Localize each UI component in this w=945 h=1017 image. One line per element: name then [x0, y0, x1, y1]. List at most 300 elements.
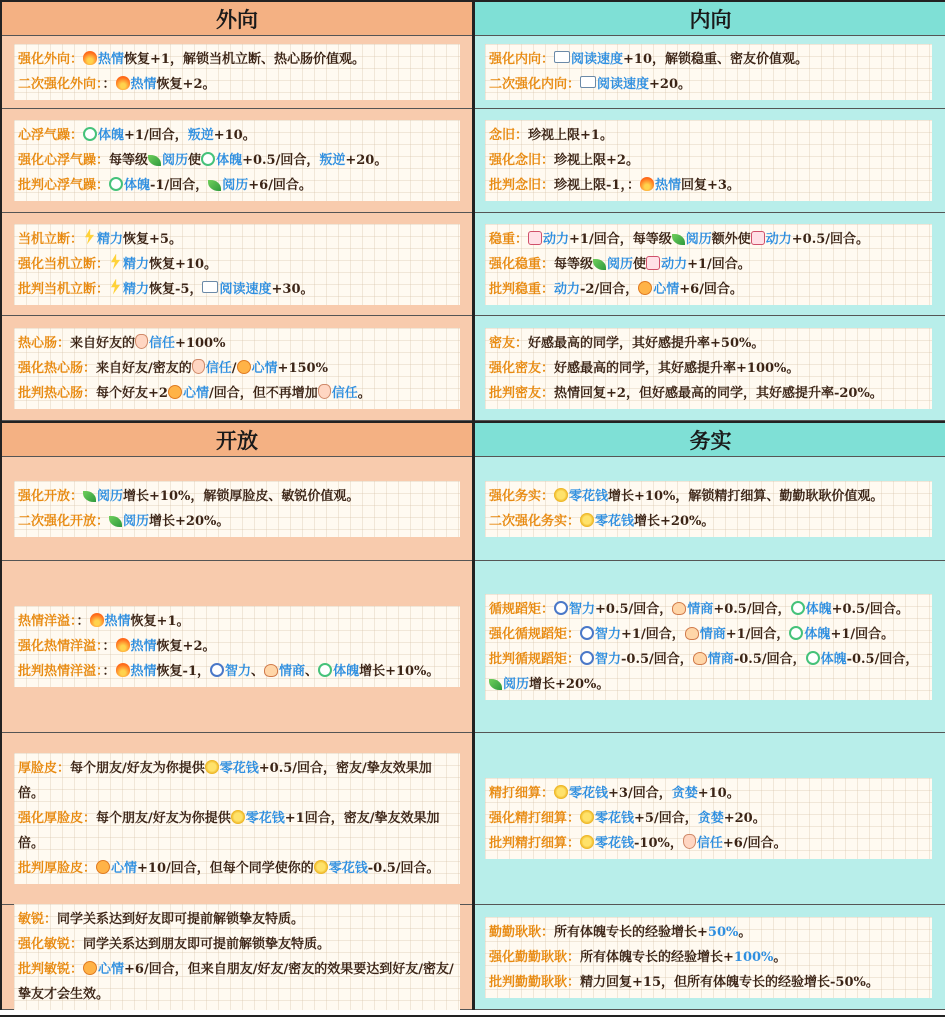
header-open: 开放: [2, 421, 472, 457]
trait-line: [489, 509, 926, 534]
stat-name: 50%: [707, 924, 739, 940]
stat-name: 精力: [123, 281, 150, 297]
trait-name: 批判密友：: [489, 385, 555, 401]
trait-text: 、: [251, 664, 265, 679]
trait-name: 密友：: [489, 335, 529, 351]
trait-name: 勤勤耿耿：: [489, 924, 555, 940]
leaf-icon: [83, 491, 96, 502]
trait-name: 批判循规蹈矩：: [489, 651, 581, 667]
trait-text: +1/回合，: [725, 626, 790, 642]
trait-name: 强化勤勤耿耿：: [489, 949, 581, 965]
trait-text: 使: [188, 153, 202, 168]
trait-card: [485, 481, 932, 537]
trait-line: [18, 634, 454, 659]
mood-icon: [638, 281, 652, 295]
trait-name: 批判热情洋溢：: [18, 664, 103, 679]
trait-text: 同学关系达到朋友即可提前解锁挚友特质。: [83, 937, 331, 952]
trait-line: [489, 622, 926, 647]
trait-text: 恢复+1，解锁当机立断、热心肠价值观。: [124, 52, 365, 67]
trait-card: [14, 904, 460, 1010]
trait-name: 厚脸皮：: [18, 761, 71, 776]
header-introvert: 内向: [475, 0, 945, 36]
stat-name: 情商: [279, 664, 306, 679]
trait-line: [489, 356, 926, 381]
header-practical: 务实: [475, 421, 945, 457]
trait-text: +1/回合，: [124, 128, 188, 143]
trait-name: 批判心浮气躁：: [18, 178, 110, 193]
body-icon: [789, 626, 803, 640]
trait-card: [14, 120, 460, 201]
trait-line: [18, 659, 454, 684]
trait-text: 增长+20%。: [149, 513, 230, 529]
trait-name: 批判当机立断：: [18, 281, 110, 297]
trait-card: [485, 328, 932, 409]
left-section: [2, 109, 472, 213]
trait-line: [18, 907, 454, 932]
trait-name: 批判勤勤耿耿：: [489, 974, 581, 990]
left-section: [2, 905, 472, 1010]
trait-text: 热情回复+2，但好感最高的同学，其好感提升率-20%。: [554, 385, 883, 401]
stat-name: 阅历: [162, 153, 189, 168]
bolt-icon: [83, 229, 96, 245]
trait-card: [14, 606, 460, 687]
body-icon: [318, 663, 332, 677]
trait-name: 强化念旧：: [489, 153, 555, 168]
trait-name: 强化循规蹈矩：: [489, 626, 581, 642]
trait-name: 二次强化内向：: [489, 77, 581, 92]
stat-name: 零花钱: [328, 861, 368, 876]
left-section: [2, 316, 472, 421]
trait-line: [489, 148, 926, 173]
trait-line: [18, 123, 454, 148]
trait-line: [489, 381, 926, 406]
trait-line: [18, 381, 454, 406]
leaf-icon: [672, 234, 685, 245]
trait-line: [489, 970, 926, 995]
trait-text: 。: [738, 924, 752, 940]
trait-text: ：: [102, 639, 116, 654]
trait-name: 二次强化开放：: [18, 513, 110, 529]
trait-text: 、: [305, 664, 319, 679]
trait-text: +20。: [345, 153, 388, 168]
trait-text: 珍视上限-1，：: [554, 178, 640, 193]
trait-line: [489, 123, 926, 148]
stat-name: 阅读速度: [219, 281, 272, 297]
stat-name: 叛逆: [187, 128, 214, 143]
trait-text: -2/回合，: [580, 281, 639, 297]
trait-card: [14, 753, 460, 884]
right-section: [475, 905, 945, 1010]
trait-text: 珍视上限+2。: [554, 153, 639, 168]
body-icon: [201, 152, 215, 166]
trait-text: +0.5/回合，密友/挚友效果加倍。: [18, 761, 432, 801]
trait-text: +6/回合。: [722, 836, 787, 851]
right-section: [475, 561, 945, 733]
coin-icon: [580, 513, 594, 527]
trait-text: +6/回合，但来自朋友/好友/密友的效果要达到好友/密友/挚友才会生效。: [18, 962, 454, 1002]
fire-icon: [116, 76, 130, 90]
trait-text: 使: [633, 256, 647, 272]
trait-text: -0.5/回合，: [846, 651, 919, 667]
trait-text: 增长+10%，解锁精打细算、勤勤耿耿价值观。: [608, 488, 884, 504]
trait-card: [485, 778, 932, 859]
stat-name: 动力: [765, 231, 792, 247]
trait-text: +10。: [697, 786, 740, 801]
trait-text: +1/回合，每等级: [569, 231, 672, 247]
trait-name: 批判精打细算：: [489, 836, 581, 851]
trait-line: [18, 277, 454, 302]
trait-text: 恢复+5。: [123, 231, 182, 247]
trait-text: +0.5/回合，: [242, 153, 320, 168]
motivation-icon: [528, 231, 542, 245]
trait-text: ：: [76, 614, 90, 629]
trait-text: 增长+20%。: [634, 513, 715, 529]
trait-text: +6/回合。: [679, 281, 743, 297]
stat-name: 热情: [130, 77, 157, 92]
trait-name: 二次强化外向：: [18, 77, 103, 92]
trait-text: +20。: [649, 77, 692, 92]
heart-icon: [685, 627, 699, 640]
right-section: [475, 109, 945, 213]
brain-icon: [210, 663, 224, 677]
stat-name: 体魄: [820, 651, 847, 667]
right-section: [475, 36, 945, 109]
fire-icon: [90, 613, 104, 627]
stat-name: 体魄: [333, 664, 360, 679]
stat-name: 叛逆: [319, 153, 346, 168]
trait-text: -0.5/回合，: [621, 651, 693, 667]
body-icon: [83, 127, 97, 141]
trait-line: [489, 252, 926, 277]
stat-name: 情商: [707, 651, 734, 667]
trait-line: [489, 484, 926, 509]
trait-line: [18, 72, 454, 97]
trait-line: [18, 331, 454, 356]
trait-text: +3/回合，: [608, 786, 672, 801]
stat-name: 智力: [595, 626, 622, 642]
left-section: [2, 733, 472, 905]
trait-card: [485, 594, 932, 700]
motivation-icon: [646, 256, 660, 270]
fire-icon: [116, 663, 130, 677]
trait-line: [489, 227, 926, 252]
book-icon: [580, 76, 596, 88]
book-icon: [554, 51, 570, 63]
trait-line: [18, 957, 454, 1007]
stat-name: 信任: [149, 335, 176, 351]
left-section: [2, 561, 472, 733]
stat-name: 体魄: [216, 153, 243, 168]
book-icon: [202, 281, 218, 293]
trait-card: [485, 224, 932, 305]
heart-icon: [693, 652, 707, 665]
trait-line: [489, 781, 926, 806]
stat-name: 心情: [111, 861, 138, 876]
trait-card: [485, 44, 932, 100]
trait-text: 每等级: [554, 256, 594, 272]
hand-icon: [683, 834, 696, 849]
coin-icon: [580, 835, 594, 849]
trait-name: 当机立断：: [18, 231, 84, 247]
coin-icon: [580, 810, 594, 824]
trait-text: 来自好友/密友的: [96, 360, 192, 376]
trait-card: [14, 328, 460, 409]
trait-card: [485, 120, 932, 201]
trait-name: 二次强化务实：: [489, 513, 581, 529]
trait-name: 强化当机立断：: [18, 256, 110, 272]
coin-icon: [231, 810, 245, 824]
trait-name: 念旧：: [489, 128, 529, 143]
stat-name: 心情: [653, 281, 680, 297]
stat-name: 贪婪: [671, 786, 698, 801]
trait-text: 额外使: [711, 231, 751, 247]
trait-name: 强化外向：: [18, 52, 84, 67]
trait-name: 强化稳重：: [489, 256, 555, 272]
mood-icon: [83, 961, 97, 975]
brain-icon: [580, 651, 594, 665]
trait-name: 批判念旧：: [489, 178, 555, 193]
trait-line: [18, 509, 454, 534]
stat-name: 阅读速度: [571, 52, 624, 67]
trait-text: +1回合，密友/挚友效果加倍。: [18, 811, 440, 851]
hand-icon: [192, 359, 205, 374]
trait-name: 强化开放：: [18, 488, 84, 504]
trait-text: +100%: [175, 335, 226, 351]
trait-line: [489, 597, 926, 622]
bolt-icon: [109, 254, 122, 270]
stat-name: 零花钱: [245, 811, 285, 826]
stat-name: 心情: [182, 385, 209, 401]
trait-text: 恢复+2。: [156, 77, 216, 92]
stat-name: 体魄: [805, 601, 832, 617]
stat-name: 热情: [130, 639, 157, 654]
left-column: [0, 0, 472, 1010]
trait-name: 强化敏锐：: [18, 937, 84, 952]
mood-icon: [168, 385, 182, 399]
stat-name: 信任: [205, 360, 232, 376]
coin-icon: [554, 785, 568, 799]
stat-name: 零花钱: [569, 488, 609, 504]
trait-text: 精力回复+15，但所有体魄专长的经验增长-50%。: [580, 974, 879, 990]
trait-text: 好感最高的同学，其好感提升率+50%。: [528, 335, 765, 351]
trait-line: [489, 945, 926, 970]
trait-name: 强化心浮气躁：: [18, 153, 110, 168]
trait-line: [489, 647, 926, 697]
brain-icon: [580, 626, 594, 640]
trait-line: [18, 806, 454, 856]
body-icon: [109, 177, 123, 191]
trait-line: [18, 356, 454, 381]
trait-text: +1/回合。: [687, 256, 751, 272]
stat-name: 体魄: [98, 128, 125, 143]
trait-line: [489, 277, 926, 302]
trait-text: +1/回合，: [621, 626, 685, 642]
stat-name: 智力: [595, 651, 622, 667]
trait-line: [18, 252, 454, 277]
stat-name: 零花钱: [219, 761, 259, 776]
right-section: [475, 316, 945, 421]
stat-name: 心情: [251, 360, 278, 376]
trait-name: 强化密友：: [489, 360, 555, 376]
trait-text: /: [231, 360, 237, 376]
stat-name: 零花钱: [595, 513, 635, 529]
stat-name: 心情: [98, 962, 125, 977]
stat-name: 智力: [225, 664, 252, 679]
trait-name: 热心肠：: [18, 335, 71, 351]
trait-text: +10，解锁稳重、密友价值观。: [623, 52, 809, 67]
heart-icon: [672, 602, 686, 615]
stat-name: 精力: [97, 231, 124, 247]
left-section: [2, 457, 472, 561]
right-section: [475, 457, 945, 561]
stat-name: 体魄: [804, 626, 831, 642]
leaf-icon: [148, 155, 161, 166]
trait-text: 恢复+1。: [130, 614, 190, 629]
trait-name: 敏锐：: [18, 912, 58, 927]
stat-name: 阅历: [607, 256, 634, 272]
stat-name: 阅历: [222, 178, 249, 193]
leaf-icon: [109, 516, 122, 527]
trait-name: 循规蹈矩：: [489, 601, 555, 617]
trait-text: 恢复+10。: [149, 256, 218, 272]
trait-text: +0.5/回合。: [791, 231, 870, 247]
trait-text: +150%: [277, 360, 328, 376]
trait-line: [489, 173, 926, 198]
trait-text: +0.5/回合，: [595, 601, 673, 617]
trait-line: [489, 806, 926, 831]
stat-name: 信任: [331, 385, 358, 401]
trait-text: 恢复-5，: [149, 281, 203, 297]
trait-text: 每个朋友/好友为你提供: [96, 811, 231, 826]
trait-name: 强化热心肠：: [18, 360, 97, 376]
stat-name: 零花钱: [569, 786, 609, 801]
trait-text: ：: [102, 77, 116, 92]
heart-icon: [264, 664, 278, 677]
bolt-icon: [109, 279, 122, 295]
trait-name: 批判稳重：: [489, 281, 555, 297]
brain-icon: [554, 601, 568, 615]
trait-text: ：: [102, 664, 116, 679]
trait-line: [18, 856, 454, 881]
right-column: [472, 0, 945, 1010]
trait-text: -0.5/回合。: [367, 861, 440, 876]
header-extrovert: 外向: [2, 0, 472, 36]
left-section: [2, 36, 472, 109]
fire-icon: [116, 638, 130, 652]
trait-line: [18, 609, 454, 634]
stat-name: 动力: [554, 281, 581, 297]
trait-text: +10/回合，但每个同学使你的: [137, 861, 314, 876]
trait-line: [489, 331, 926, 356]
trait-text: 恢复-1，: [156, 664, 210, 679]
coin-icon: [205, 760, 219, 774]
hand-icon: [135, 334, 148, 349]
trait-text: 。: [773, 949, 787, 965]
trait-text: 。: [357, 385, 371, 401]
stat-name: 阅历: [685, 231, 712, 247]
coin-icon: [554, 488, 568, 502]
trait-text: 好感最高的同学，其好感提升率+100%。: [554, 360, 800, 376]
stat-name: 阅历: [123, 513, 150, 529]
trait-text: -10%，: [634, 836, 683, 851]
trait-text: 所有体魄专长的经验增长+: [580, 949, 734, 965]
trait-text: 回复+3。: [680, 178, 740, 193]
trait-card: [14, 44, 460, 100]
trait-name: 稳重：: [489, 231, 529, 247]
trait-name: 强化务实：: [489, 488, 555, 504]
mood-icon: [237, 360, 251, 374]
trait-line: [489, 72, 926, 97]
trait-line: [18, 47, 454, 72]
stat-name: 情商: [687, 601, 714, 617]
trait-text: +10。: [213, 128, 256, 143]
stat-name: 阅历: [503, 676, 530, 692]
trait-text: +0.5/回合，: [713, 601, 791, 617]
trait-text: +1/回合。: [830, 626, 895, 642]
stat-name: 阅读速度: [597, 77, 650, 92]
trait-line: [18, 932, 454, 957]
trait-text: 每等级: [109, 153, 149, 168]
stat-name: 体魄: [124, 178, 151, 193]
trait-name: 心浮气躁：: [18, 128, 84, 143]
body-icon: [806, 651, 820, 665]
stat-name: 100%: [733, 949, 774, 965]
stat-name: 动力: [543, 231, 570, 247]
left-section: [2, 213, 472, 316]
trait-name: 批判厚脸皮：: [18, 861, 97, 876]
trait-text: 增长+20%。: [529, 676, 610, 692]
coin-icon: [314, 860, 328, 874]
trait-name: 强化厚脸皮：: [18, 811, 97, 826]
trait-name: 强化热情洋溢：: [18, 639, 103, 654]
trait-line: [18, 756, 454, 806]
stat-name: 零花钱: [595, 836, 635, 851]
stat-name: 热情: [654, 178, 681, 193]
right-section: [475, 213, 945, 316]
hand-icon: [318, 384, 331, 399]
trait-line: [489, 831, 926, 856]
stat-name: 信任: [696, 836, 723, 851]
trait-text: -1/回合，: [150, 178, 209, 193]
trait-text: 增长+10%。: [359, 664, 440, 679]
right-section: [475, 733, 945, 905]
trait-line: [489, 920, 926, 945]
trait-text: 每个好友+2: [96, 385, 168, 401]
trait-name: 批判热心肠：: [18, 385, 97, 401]
trait-card: [14, 224, 460, 305]
trait-name: 强化内向：: [489, 52, 555, 67]
trait-text: +0.5/回合。: [831, 601, 909, 617]
trait-text: /回合，但不再增加: [208, 385, 318, 401]
motivation-icon: [751, 231, 765, 245]
trait-line: [18, 484, 454, 509]
trait-line: [18, 227, 454, 252]
stat-name: 动力: [661, 256, 688, 272]
trait-text: +5/回合，: [634, 811, 698, 826]
trait-line: [18, 173, 454, 198]
fire-icon: [83, 51, 97, 65]
trait-name: 强化精打细算：: [489, 811, 581, 826]
leaf-icon: [489, 679, 502, 690]
stat-name: 热情: [98, 52, 125, 67]
trait-name: 批判敏锐：: [18, 962, 84, 977]
trait-text: 来自好友的: [70, 335, 136, 351]
trait-text: +30。: [271, 281, 314, 297]
trait-card: [14, 481, 460, 537]
stat-name: 热情: [104, 614, 131, 629]
trait-card: [485, 917, 932, 998]
stat-name: 情商: [699, 626, 726, 642]
